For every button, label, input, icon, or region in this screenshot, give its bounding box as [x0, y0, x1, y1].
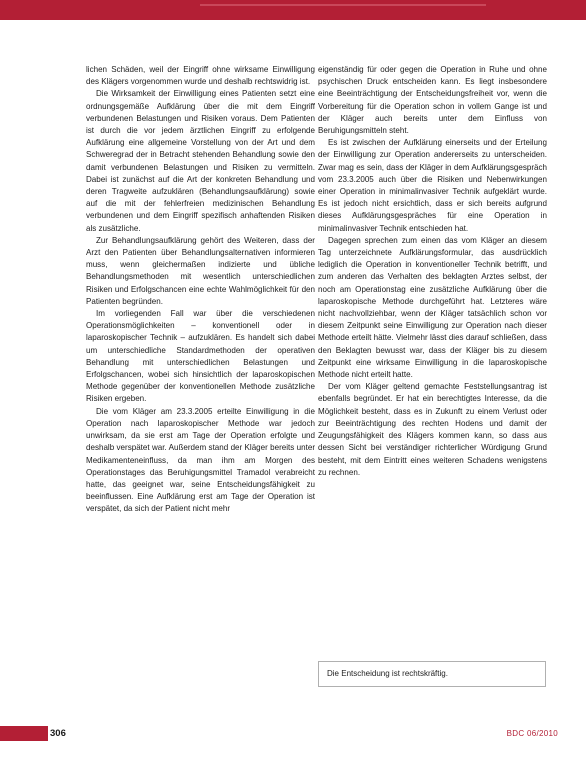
header-band-stripe	[200, 4, 486, 15]
paragraph: Es ist zwischen der Aufklärung einerseits und der Erteilung der Einwilligung zur Operation andererseits zu unterscheiden. Zwar mag es sein, dass der Kläger in dem Aufklärungsgespräch vom 23.3.2005 auch über die Risiken und Nebenwirkungen einer Operation in minimalinvasiver Technik aufgeklärt wurde. Es ist jedoch nicht ersichtlich, dass er sich bereits aufgrund dieses Aufklärungsgespräches für eine Operation in minimalinvasiver Technik entschieden hat.	[318, 138, 547, 233]
right-text-column	[318, 64, 547, 479]
paragraph: lichen Schäden, weil der Eingriff ohne wirksame Einwilligung des Klägers vorgenommen wurde und deshalb rechtswidrig ist.	[86, 65, 315, 87]
paragraph: eigenständig für oder gegen die Operation in Ruhe und ohne psychischen Druck entscheiden kann. Es liegt insbesondere eine Beeinträchtigung der Entscheidungsfreiheit vor, wenn die Vorbereitung für die Operation schon in vollem Gange ist und der Kläger auch bereits unter dem Einfluss von Beruhigungsmitteln steht.	[318, 65, 547, 136]
paragraph: Die Wirksamkeit der Einwilligung eines Patienten setzt eine ordnungsgemäße Aufklärung über die mit dem Eingriff verbundenen Belastungen und Risiken voraus. Dem Patienten ist durch die vor jedem ärztlichen Eingriff zu erfolgende Aufklärung eine allgemeine Vorstellung von der Art und dem Schweregrad der in Betracht stehenden Behandlung sowie den damit verbundenen Belastungen und Risiken zu vermitteln. Dabei ist zunächst auf die Art der konkreten Behandlung und deren Tragweite aufzuklären (Behandlungsaufklärung) sowie auf die mit der fehlerfreien medizinischen Behandlung verbundenen und dem Eingriff spezifisch anhaftenden Risiken als zusätzliche.	[86, 89, 315, 233]
header-color-band	[0, 0, 586, 20]
paragraph: Die vom Kläger am 23.3.2005 erteilte Einwilligung in die Operation nach laparoskopischer Methode war jedoch unwirksam, da sie erst am Tage der Operation erfolgte und deshalb verspätet war. Außerdem stand der Kläger bereits unter Medikamenteneinfluss, da man ihm am Morgen des Operationstages das Beruhigungsmittel Tramadol verabreicht hatte, das geeignet war, seine Entscheidungsfähigkeit zu beeinflussen. Eine Aufklärung erst am Tage der Operation ist verspätet, da sich der Patient nicht mehr	[86, 406, 315, 514]
left-text-column	[86, 64, 315, 516]
page-number-tab	[0, 726, 48, 741]
paragraph: Zur Behandlungsaufklärung gehört des Weiteren, dass der Arzt den Patienten über Behandlungsalternativen informieren muss, wenn gleichermaßen indizierte und übliche Behandlungsmethoden mit wesentlich unterschiedlichen Risiken und Erfolgschancen eine echte Wahlmöglichkeit für den Patienten begründen.	[86, 235, 315, 306]
paragraph: Im vorliegenden Fall war über die verschiedenen Operationsmöglichkeiten – konventionell oder in laparoskopischer Technik – aufzuklären. Es handelt sich dabei um unterschiedliche Standardmethoden der operativen Behandlung mit unterschiedlichen Belastungen und Erfolgschancen, wobei sich hinsichtlich der laparoskopischen Methode gegenüber der konventionellen Methode zusätzliche Risiken ergeben.	[86, 309, 315, 404]
paragraph: Der vom Kläger geltend gemachte Feststellungsantrag ist ebenfalls begründet. Er hat ein berechtigtes Interesse, da die Möglichkeit besteht, dass es in Zukunft zu einem Verlust oder zur Beeinträchtigung des rechten Hodens und damit der Zeugungsfähigkeit des Klägers kommen kann, so dass aus dessen Sicht bei verständiger richterlicher Würdigung Grund besteht, mit dem Eintritt eines weiteren Schadens wenigstens zu rechnen.	[318, 382, 547, 477]
journal-issue-label: BDC 06/2010	[506, 729, 558, 738]
page-number: 306	[50, 728, 66, 739]
decision-note-box: Die Entscheidung ist rechtskräftig.	[318, 661, 546, 687]
paragraph: Dagegen sprechen zum einen das vom Kläger an diesem Tag unterzeichnete Aufklärungsformular, das ausdrücklich lediglich die Operation in konventioneller Technik betrifft, und zum anderen das Verhalten des beklagten Arztes selbst, der noch am Operationstag eine zusätzliche Aufklärung über die laparoskopische Methode durchgeführt hat. Letzteres wäre nicht nachvollziehbar, wenn der Kläger tatsächlich schon vor diesem Zeitpunkt seine Einwilligung zur Operation nach dieser Methode erteilt hätte. Vielmehr lässt dies darauf schließen, dass den Beklagten bewusst war, dass der Kläger bis zu diesem Zeitpunkt eine wirksame Einwilligung in die laparoskopische Methode nicht erteilt hatte.	[318, 235, 547, 380]
